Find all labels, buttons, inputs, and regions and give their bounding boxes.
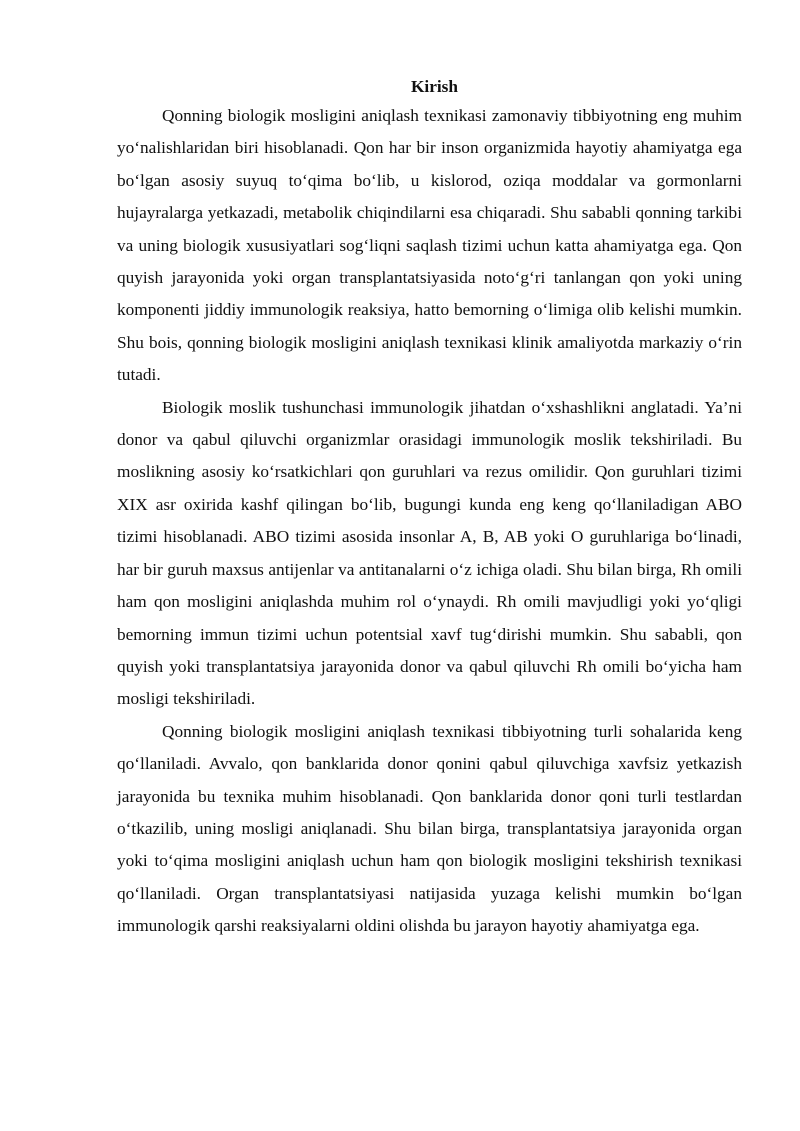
paragraph-1: Qonning biologik mosligini aniqlash texnikasi zamonaviy tibbiyotning eng muhim yo‘nalishlaridan biri hisoblanadi. Qon har bir inson organizmida hayotiy ahamiyatga ega bo‘lgan asosiy suyuq to‘qima bo‘lib, u kislorod, oziqa moddalar va gormonlarni hujayralarga yetkazadi, metabolik chiqindilarni esa chiqaradi. Shu sababli qonning tarkibi va uning biologik xususiyatlari sog‘liqni saqlash tizimi uchun katta ahamiyatga ega. Qon quyish jarayonida yoki organ transplantatsiyasida noto‘g‘ri tanlangan qon yoki uning komponenti jiddiy immunologik reaksiya, hatto bemorning o‘limiga olib kelishi mumkin. Shu bois, qonning biologik mosligini aniqlash texnikasi klinik amaliyotda markaziy o‘rin tutadi. bbox=[117, 106, 742, 385]
page-title: Kirish bbox=[410, 77, 459, 96]
paragraph-2: Biologik moslik tushunchasi immunologik jihatdan o‘xshashlikni anglatadi. Ya’ni donor va qabul qiluvchi organizmlar orasidagi immunologik moslik tekshiriladi. Bu moslikning asosiy ko‘rsatkichlari qon guruhlari va rezus omilidir. Qon guruhlari tizimi XIX asr oxirida kashf qilingan bo‘lib, bugungi kunda eng keng qo‘llaniladigan ABO tizimi hisoblanadi. ABO tizimi asosida insonlar A, B, AB yoki O guruhlariga bo‘linadi, har bir guruh maxsus antijenlar va antitanalarni o‘z ichiga oladi. Shu bilan birga, Rh omili ham qon mosligini aniqlashda muhim rol o‘ynaydi. Rh omili mavjudligi yoki yo‘qligi bemorning immun tizimi uchun potentsial xavf tug‘dirishi mumkin. Shu sababli, qon quyish yoki transplantatsiya jarayonida donor va qabul qiluvchi Rh omili bo‘yicha ham mosligi tekshiriladi. bbox=[117, 397, 742, 709]
paragraph-3: Qonning biologik mosligini aniqlash texnikasi tibbiyotning turli sohalarida keng qo‘llaniladi. Avvalo, qon banklarida donor qonini qabul qiluvchiga xavfsiz yetkazish jarayonida bu texnika muhim hisoblanadi. Qon banklarida donor qoni turli testlardan o‘tkazilib, uning mosligi aniqlanadi. Shu bilan birga, transplantatsiya jarayonida organ yoki to‘qima mosligini aniqlash uchun ham qon biologik mosligini tekshirish texnikasi qo‘llaniladi. Organ transplantatsiyasi natijasida yuzaga kelishi mumkin bo‘lgan immunologik qarshi reaksiyalarni oldini olishda bu jarayon hayotiy ahamiyatga ega. bbox=[117, 721, 742, 936]
